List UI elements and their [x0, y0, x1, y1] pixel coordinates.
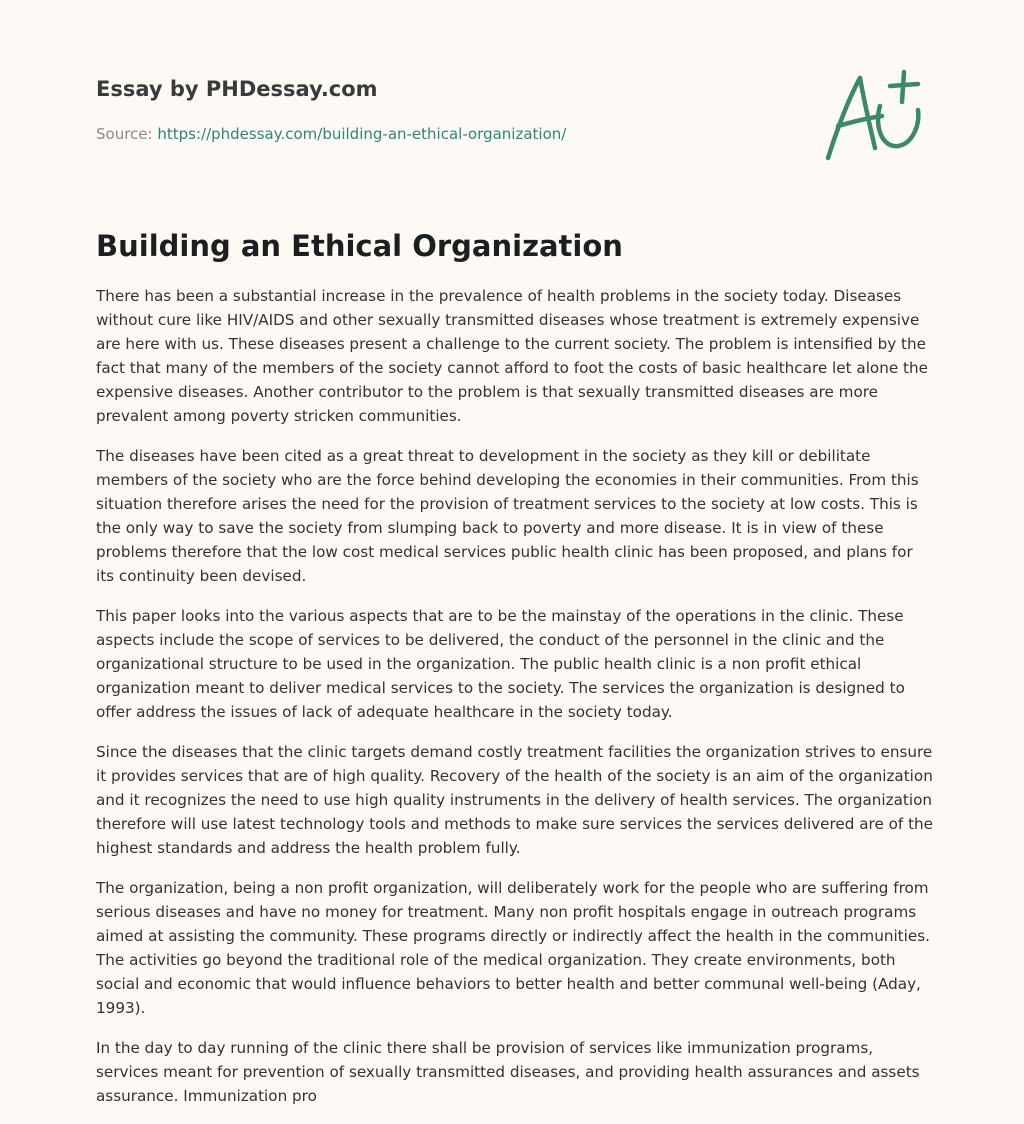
paragraph: Since the diseases that the clinic targets demand costly treatment facilities the organization strives to ensure it provides services that are of high quality. Recovery of the health of the society is an aim of the organization and it recognizes the need to use high quality instruments in the delivery of health services. The organization therefore will use latest technology tools and methods to make sure services the services delivered are of the highest standards and address the health problem fully. — [96, 743, 934, 857]
paragraph: The organization, being a non profit organization, will deliberately work for the people who are suffering from serious diseases and have no money for treatment. Many non profit hospitals engage in outreach programs aimed at assisting the community. These programs directly or indirectly affect the health in the communities. The activities go beyond the traditional role of the medical organization. They create environments, both social and economic that would influence behaviors to better health and better communal well-being (Aday, 1993). — [96, 879, 930, 1017]
a-plus-logo — [820, 66, 930, 166]
logo-a-left-stroke — [828, 78, 860, 158]
a-plus-logo-graphic — [820, 66, 930, 166]
paragraph: The diseases have been cited as a great threat to development in the society as they kill or debilitate members of the society who are the force behind developing the economies in their communities. From this situation therefore arises the need for the provision of treatment services to the society at low costs. This is the only way to save the society from slumping back to poverty and more disease. It is in view of these problems therefore that the low cost medical services public health clinic has been proposed, and plans for its continuity been devised. — [96, 447, 919, 585]
source-line — [96, 124, 796, 144]
logo-swoosh — [878, 106, 918, 146]
paragraph: In the day to day running of the clinic there shall be provision of services like immunization programs, services meant for prevention of sexually transmitted diseases, and providing health assurances and assets assurance. Immunization pro — [96, 1039, 920, 1105]
paragraph: This paper looks into the various aspects that are to be the mainstay of the operations in the clinic. These aspects include the scope of services to be delivered, the conduct of the personnel in the clinic and the organizational structure to be used in the organization. The public health clinic is a non profit ethical organization meant to deliver medical services to the society. The services the organization is designed to offer address the issues of lack of adequate healthcare in the society today. — [96, 607, 905, 721]
logo-plus-horizontal — [890, 84, 918, 86]
document-header — [96, 74, 796, 144]
logo-a-right-stroke — [860, 78, 875, 148]
paragraph: There has been a substantial increase in the prevalence of health problems in the society today. Diseases without cure like HIV/AIDS and other sexually transmitted diseases whose treatment is extremely expensive are here with us. These diseases present a challenge to the current society. The problem is intensified by the fact that many of the members of the society cannot afford to foot the costs of basic healthcare let alone the expensive diseases. Another contributor to the problem is that sexually transmitted diseases are more prevalent among poverty stricken communities. — [96, 287, 928, 425]
article-body — [96, 284, 934, 1124]
source-label: Source: — [96, 125, 153, 143]
logo-a-crossbar — [838, 116, 882, 126]
page-title: Building an Ethical Organization — [96, 229, 623, 263]
site-title: Essay by PHDessay.com — [96, 77, 378, 101]
source-link[interactable]: https://phdessay.com/building-an-ethical-organization/ — [157, 125, 567, 143]
